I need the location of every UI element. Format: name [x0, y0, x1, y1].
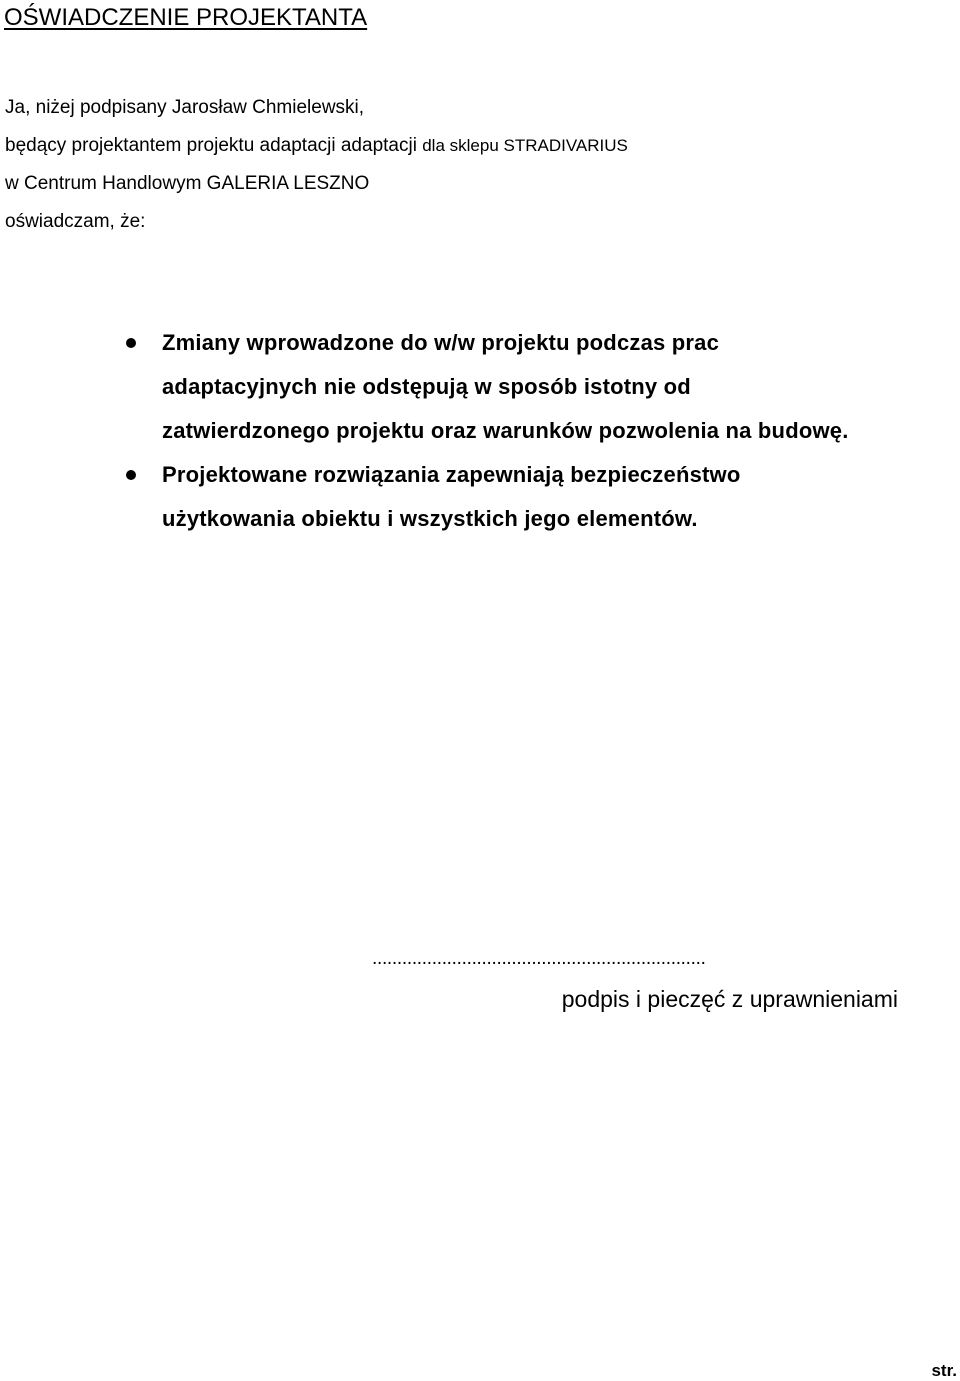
signature-line: ...................................................................: [372, 948, 706, 969]
statement-bullet-text: Zmiany wprowadzone do w/w projektu podczas prac adaptacyjnych nie odstępują w sposób istotny od zatwierdzonego projektu oraz warunków pozwolenia na budowę.: [162, 330, 849, 443]
intro-line-2-main: będący projektantem projektu adaptacji adaptacji: [5, 135, 417, 156]
intro-line-2-shop: dla sklepu STRADIVARIUS: [422, 136, 628, 155]
statement-bullet-item: [0, 453, 862, 541]
bullet-icon: [126, 470, 136, 480]
statement-bullet-text: Projektowane rozwiązania zapewniają bezpieczeństwo użytkowania obiektu i wszystkich jego elementów.: [162, 462, 741, 531]
intro-line-3: w Centrum Handlowym GALERIA LESZNO: [5, 173, 370, 194]
statement-bullet-item: [0, 321, 862, 453]
intro-line-4: oświadczam, że:: [5, 211, 146, 232]
intro-line-1: Ja, niżej podpisany Jarosław Chmielewski,: [5, 97, 365, 118]
statement-bullet-list: [0, 321, 960, 541]
intro-line-2: [5, 135, 628, 157]
document-title: OŚWIADCZENIE PROJEKTANTA: [4, 4, 368, 31]
bullet-icon: [126, 338, 136, 348]
signature-label: podpis i pieczęć z uprawnieniami: [561, 986, 898, 1012]
page-label: str.: [931, 1361, 957, 1380]
